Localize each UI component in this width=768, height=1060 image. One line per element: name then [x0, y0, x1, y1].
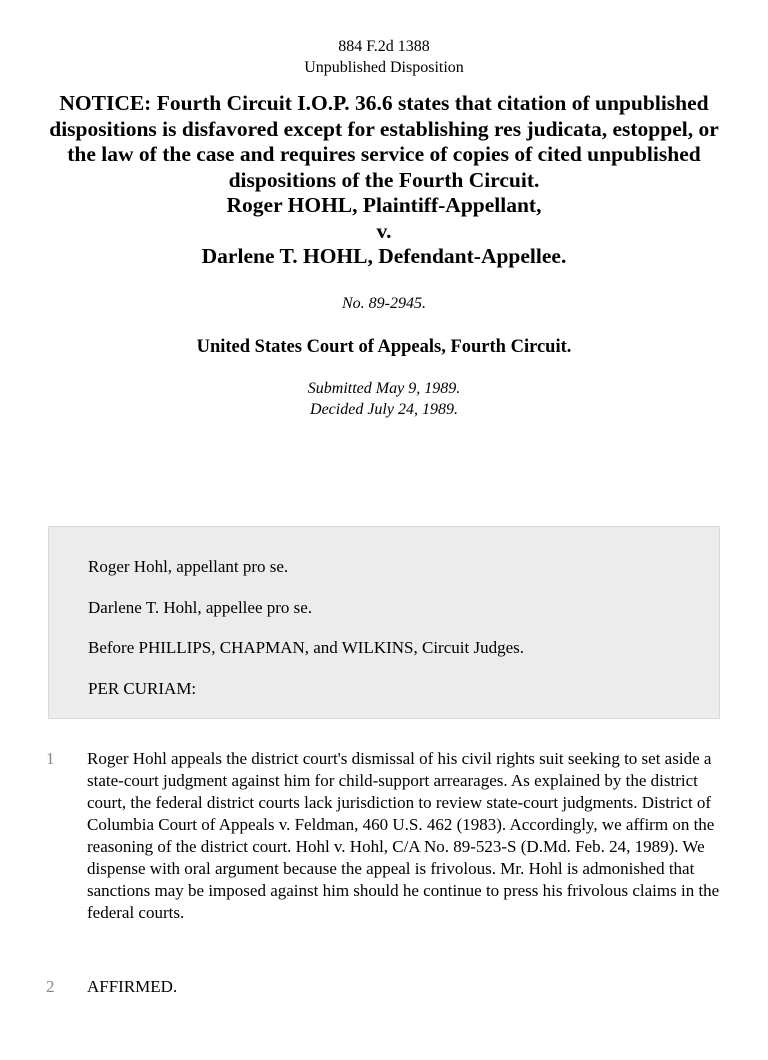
- submitted-date: Submitted May 9, 1989.: [307, 379, 461, 397]
- case-title: [44, 91, 724, 270]
- plaintiff-name: Roger HOHL, Plaintiff-Appellant,: [226, 193, 542, 217]
- document-header: [0, 36, 768, 78]
- paragraph-number: 2: [46, 977, 55, 996]
- docket-number: No. 89-2945.: [342, 294, 426, 312]
- parties-box: [48, 526, 720, 719]
- paragraph-text: Roger Hohl appeals the district court's dismissal of his civil rights suit seeking to set aside a state-court judgment against him for child-support arrearages. As explained by the district court, the federal district courts lack jurisdiction to review state-court judgments. District of Columbia Court of Appeals v. Feldman, 460 U.S. 462 (1983). Accordingly, we affirm on the reasoning of the district court. Hohl v. Hohl, C/A No. 89-523-S (D.Md. Feb. 24, 1989). We dispense with oral argument because the appeal is frivolous. Mr. Hohl is admonished that sanctions may be imposed against him should he continue to press his frivolous claims in the federal courts.: [87, 749, 720, 922]
- decided-date: Decided July 24, 1989.: [310, 400, 458, 418]
- case-dates: [0, 378, 768, 420]
- appellant-line: Roger Hohl, appellant pro se.: [88, 557, 289, 576]
- per-curiam-label: PER CURIAM:: [88, 679, 197, 698]
- notice-text: NOTICE: Fourth Circuit I.O.P. 36.6 states that citation of unpublished dispositions is disfavored except for establishing res judicata, estoppel, or the law of the case and requires service of copies of cited unpublished dispositions of the Fourth Circuit.: [49, 91, 719, 192]
- court-name: United States Court of Appeals, Fourth Circuit.: [196, 336, 572, 357]
- paragraph-number: 1: [46, 749, 55, 768]
- appellee-line: Darlene T. Hohl, appellee pro se.: [88, 598, 313, 617]
- case-citation: 884 F.2d 1388: [338, 38, 430, 55]
- defendant-name: Darlene T. HOHL, Defendant-Appellee.: [201, 244, 567, 268]
- versus-label: v.: [376, 218, 392, 243]
- disposition-label: Unpublished Disposition: [304, 59, 464, 76]
- panel-line: Before PHILLIPS, CHAPMAN, and WILKINS, Circuit Judges.: [88, 638, 524, 657]
- paragraph-text: AFFIRMED.: [87, 977, 178, 996]
